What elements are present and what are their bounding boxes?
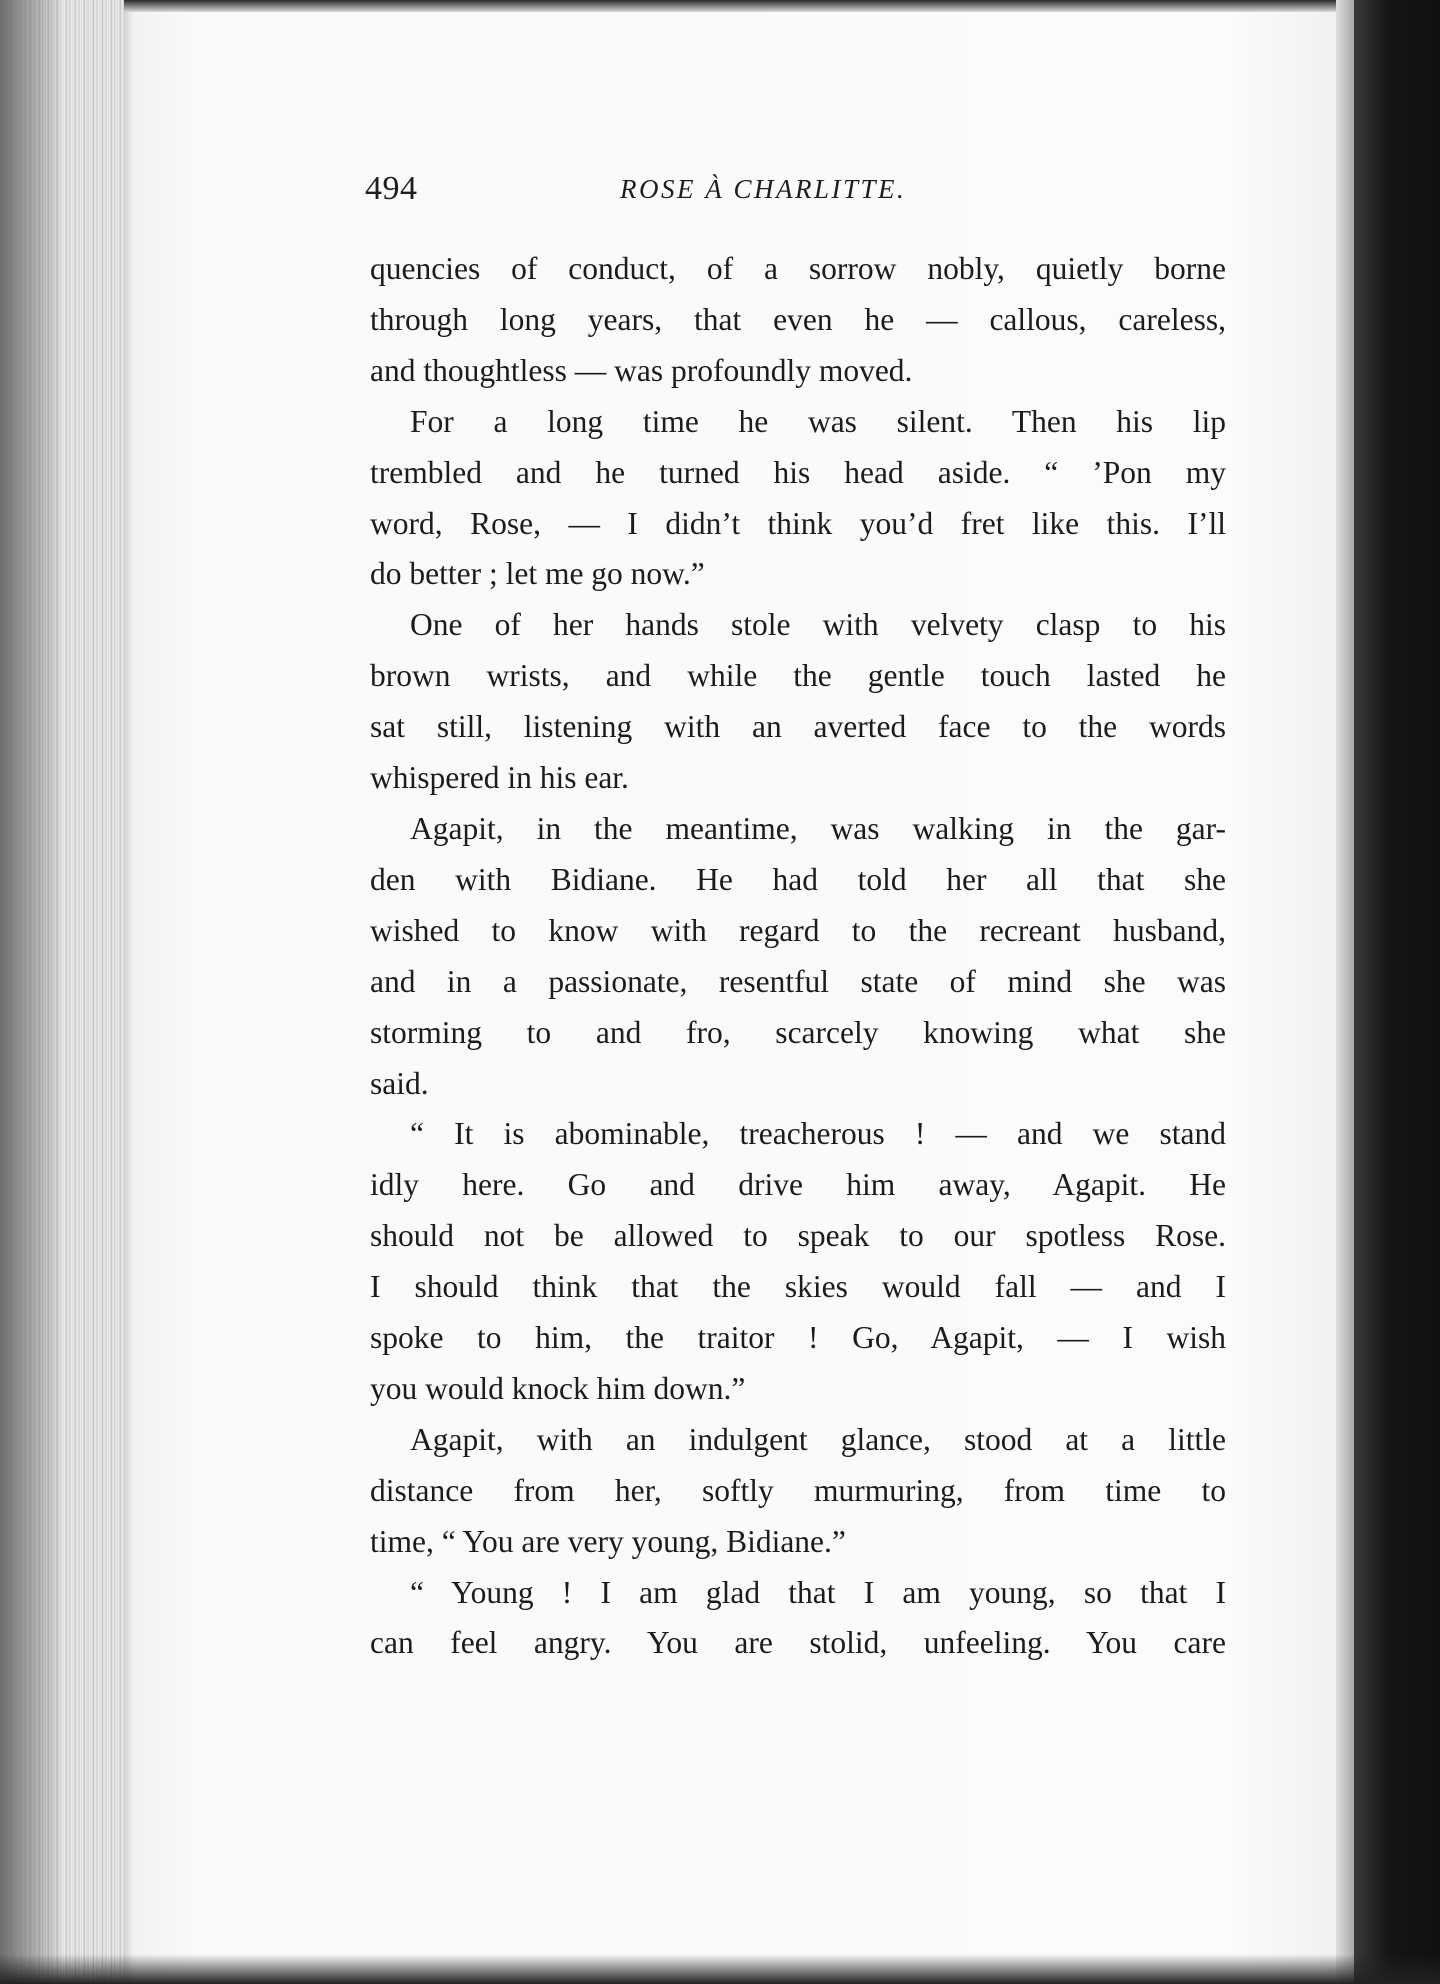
text-line: For a long time he was silent. Then his lip <box>410 403 1226 439</box>
paragraph <box>370 804 1226 1109</box>
text-line: One of her hands stole with velvety clasp to his <box>410 607 1226 643</box>
text-line: said. <box>370 1065 429 1101</box>
text-line: and in a passionate, resentful state of mind she was <box>370 963 1226 999</box>
bottom-shadow <box>0 1954 1440 1984</box>
text-line: storming to and fro, scarcely knowing what she <box>370 1014 1226 1050</box>
text-line: wished to know with regard to the recreant husband, <box>370 912 1226 948</box>
page-stack-shadow <box>0 0 60 1984</box>
text-line: “ It is abominable, treacherous ! — and we stand <box>410 1116 1226 1152</box>
text-line: should not be allowed to speak to our spotless Rose. <box>370 1218 1226 1254</box>
text-line: quencies of conduct, of a sorrow nobly, quietly borne <box>370 251 1226 286</box>
paragraph <box>370 600 1226 804</box>
text-line: you would knock him down.” <box>370 1370 746 1406</box>
text-line: whispered in his ear. <box>370 760 629 796</box>
body-text <box>370 244 1226 1669</box>
text-line: I should think that the skies would fall — and I <box>370 1269 1226 1305</box>
text-line: do better ; let me go now.” <box>370 556 705 592</box>
text-line: time, “ You are very young, Bidiane.” <box>370 1523 846 1559</box>
text-line: “ Young ! I am glad that I am young, so that I <box>410 1574 1226 1610</box>
page-right-edge <box>1336 0 1354 1984</box>
text-line: and thoughtless — was profoundly moved. <box>370 352 913 388</box>
text-line: Agapit, in the meantime, was walking in the gar- <box>410 810 1226 846</box>
text-line: den with Bidiane. He had told her all that she <box>370 861 1226 897</box>
text-line: Agapit, with an indulgent glance, stood at a little <box>410 1421 1226 1457</box>
page-top-edge <box>124 0 1354 12</box>
page-header <box>365 170 1225 220</box>
paragraph <box>370 1415 1226 1568</box>
page-number: 494 <box>365 170 418 207</box>
paragraph <box>370 244 1226 397</box>
text-line: brown wrists, and while the gentle touch lasted he <box>370 658 1226 694</box>
text-line: through long years, that even he — callous, careless, <box>370 301 1226 337</box>
paragraph <box>370 1568 1226 1670</box>
paragraph <box>370 397 1226 601</box>
text-line: word, Rose, — I didn’t think you’d fret like this. I’ll <box>370 505 1226 541</box>
text-line: idly here. Go and drive him away, Agapit. He <box>370 1167 1226 1203</box>
text-line: can feel angry. You are stolid, unfeeling. You care <box>370 1625 1226 1661</box>
book-cover-edge <box>1354 0 1440 1984</box>
running-title: ROSE À CHARLITTE. <box>620 174 907 204</box>
text-line: distance from her, softly murmuring, from time to <box>370 1472 1226 1508</box>
text-line: trembled and he turned his head aside. “ ’Pon my <box>370 454 1226 490</box>
paragraph <box>370 1109 1226 1414</box>
text-line: sat still, listening with an averted face to the words <box>370 709 1226 745</box>
text-line: spoke to him, the traitor ! Go, Agapit, — I wish <box>370 1320 1226 1356</box>
